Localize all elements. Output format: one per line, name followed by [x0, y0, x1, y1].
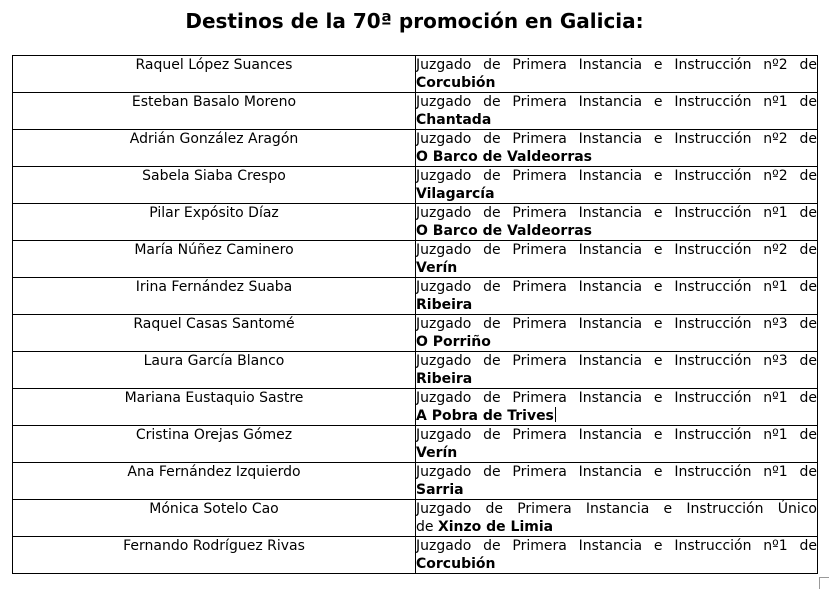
court-text: Juzgado de Primera Instancia e Instrucción nº1 de: [416, 538, 817, 554]
court-place: A Pobra de Trives: [416, 408, 554, 424]
text-cursor: [555, 407, 556, 422]
court-text: Juzgado de Primera Instancia e Instrucción nº1 de: [416, 94, 817, 110]
court-text: Juzgado de Primera Instancia e Instrucción Único: [416, 501, 817, 517]
name-cell[interactable]: Laura García Blanco: [13, 352, 416, 389]
court-place: Corcubión: [416, 556, 496, 572]
court-cell[interactable]: [416, 56, 818, 93]
court-place: O Porriño: [416, 334, 491, 350]
court-cell[interactable]: [416, 352, 818, 389]
table-row: [13, 352, 818, 389]
table-row: [13, 130, 818, 167]
court-cell[interactable]: [416, 463, 818, 500]
name-cell[interactable]: Mariana Eustaquio Sastre: [13, 389, 416, 426]
court-place: O Barco de Valdeorras: [416, 223, 593, 239]
court-place: Chantada: [416, 112, 492, 128]
court-place: Verín: [416, 445, 458, 461]
destinations-table: [12, 55, 818, 574]
table-row: [13, 500, 818, 537]
court-cell[interactable]: [416, 389, 818, 426]
court-place: Sarria: [416, 482, 464, 498]
court-text: Juzgado de Primera Instancia e Instrucción nº2 de: [416, 168, 817, 184]
court-text: Juzgado de Primera Instancia e Instrucción nº2 de: [416, 57, 817, 73]
court-prefix: de: [416, 519, 438, 535]
court-text: Juzgado de Primera Instancia e Instrucción nº3 de: [416, 316, 817, 332]
court-cell[interactable]: [416, 537, 818, 574]
table-row: [13, 278, 818, 315]
court-text: Juzgado de Primera Instancia e Instrucción nº2 de: [416, 131, 817, 147]
court-text: Juzgado de Primera Instancia e Instrucción nº1 de: [416, 279, 817, 295]
name-cell[interactable]: Fernando Rodríguez Rivas: [13, 537, 416, 574]
name-cell[interactable]: Sabela Siaba Crespo: [13, 167, 416, 204]
court-cell[interactable]: [416, 93, 818, 130]
name-cell[interactable]: Cristina Orejas Gómez: [13, 426, 416, 463]
table-row: [13, 315, 818, 352]
table-row: [13, 426, 818, 463]
name-cell[interactable]: Raquel López Suances: [13, 56, 416, 93]
court-place: Ribeira: [416, 297, 473, 313]
court-cell[interactable]: [416, 167, 818, 204]
table-row: [13, 241, 818, 278]
name-cell[interactable]: Irina Fernández Suaba: [13, 278, 416, 315]
court-cell[interactable]: [416, 241, 818, 278]
table-row: [13, 167, 818, 204]
court-cell[interactable]: [416, 500, 818, 537]
page-corner-mark: [819, 577, 829, 589]
court-text: Juzgado de Primera Instancia e Instrucción nº1 de: [416, 390, 817, 406]
court-place: Verín: [416, 260, 458, 276]
name-cell[interactable]: Mónica Sotelo Cao: [13, 500, 416, 537]
court-place: Xinzo de Limia: [437, 519, 554, 535]
court-text: Juzgado de Primera Instancia e Instrucción nº1 de: [416, 205, 817, 221]
court-text: Juzgado de Primera Instancia e Instrucción nº1 de: [416, 464, 817, 480]
table-row: [13, 463, 818, 500]
court-place: O Barco de Valdeorras: [416, 149, 593, 165]
court-cell[interactable]: [416, 315, 818, 352]
name-cell[interactable]: Pilar Expósito Díaz: [13, 204, 416, 241]
court-cell[interactable]: [416, 426, 818, 463]
name-cell[interactable]: Ana Fernández Izquierdo: [13, 463, 416, 500]
page-title: Destinos de la 70ª promoción en Galicia:: [185, 9, 644, 33]
court-cell[interactable]: [416, 204, 818, 241]
name-cell[interactable]: Adrián González Aragón: [13, 130, 416, 167]
table-row: [13, 56, 818, 93]
court-text: Juzgado de Primera Instancia e Instrucción nº1 de: [416, 427, 817, 443]
court-cell[interactable]: [416, 130, 818, 167]
court-place: Vilagarcía: [416, 186, 495, 202]
court-text: Juzgado de Primera Instancia e Instrucción nº3 de: [416, 353, 817, 369]
name-cell[interactable]: Esteban Basalo Moreno: [13, 93, 416, 130]
table-row: [13, 389, 818, 426]
name-cell[interactable]: Raquel Casas Santomé: [13, 315, 416, 352]
table-row: [13, 204, 818, 241]
court-cell[interactable]: [416, 278, 818, 315]
table-row: [13, 93, 818, 130]
name-cell[interactable]: María Núñez Caminero: [13, 241, 416, 278]
court-place: Corcubión: [416, 75, 496, 91]
court-text: Juzgado de Primera Instancia e Instrucción nº2 de: [416, 242, 817, 258]
court-place: Ribeira: [416, 371, 473, 387]
table-row: [13, 537, 818, 574]
